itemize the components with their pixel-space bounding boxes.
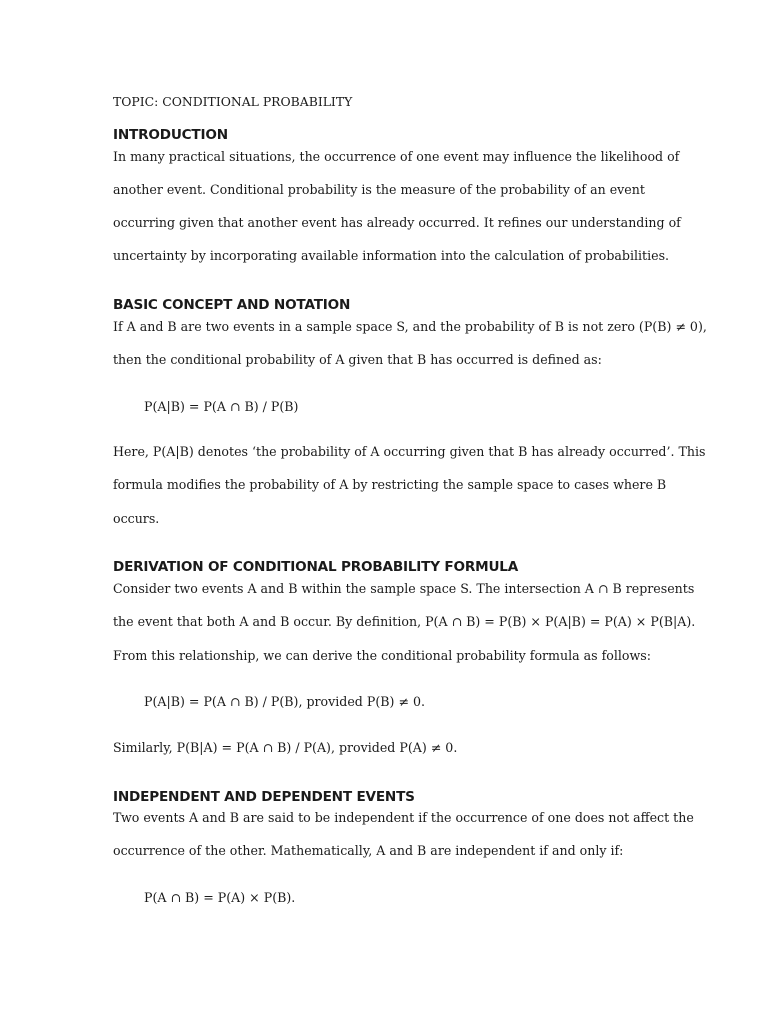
basic-concept-explanation-line: occurs. xyxy=(113,511,160,526)
basic-concept-line: then the conditional probability of A given that B has occurred is defined as: xyxy=(113,352,602,367)
independence-formula: P(A ∩ B) = P(A) × P(B). xyxy=(144,890,296,905)
derivation-line: the event that both A and B occur. By definition, P(A ∩ B) = P(B) × P(A|B) = P(A) × P(B|A). xyxy=(113,614,696,629)
introduction-line: occurring given that another event has already occurred. It refines our understanding of xyxy=(113,215,681,230)
derivation-formula: P(A|B) = P(A ∩ B) / P(B), provided P(B) ≠ 0. xyxy=(144,694,425,709)
independent-events-heading: INDEPENDENT AND DEPENDENT EVENTS xyxy=(113,789,415,805)
basic-concept-explanation-line: formula modifies the probability of A by restricting the sample space to cases where B xyxy=(113,477,667,492)
introduction-line: In many practical situations, the occurrence of one event may influence the likelihood of xyxy=(113,149,680,164)
independent-events-line: Two events A and B are said to be independent if the occurrence of one does not affect the xyxy=(113,810,694,825)
conditional-probability-formula: P(A|B) = P(A ∩ B) / P(B) xyxy=(144,399,299,414)
derivation-heading: DERIVATION OF CONDITIONAL PROBABILITY FORMULA xyxy=(113,559,519,575)
introduction-line: another event. Conditional probability is the measure of the probability of an event xyxy=(113,182,645,197)
derivation-line: Consider two events A and B within the sample space S. The intersection A ∩ B represents xyxy=(113,581,695,596)
independent-events-line: occurrence of the other. Mathematically, A and B are independent if and only if: xyxy=(113,843,624,858)
derivation-line: From this relationship, we can derive the conditional probability formula as follows: xyxy=(113,648,651,663)
topic-line: TOPIC: CONDITIONAL PROBABILITY xyxy=(113,94,353,109)
introduction-line: uncertainty by incorporating available information into the calculation of probabilities. xyxy=(113,248,670,263)
basic-concept-line: If A and B are two events in a sample space S, and the probability of B is not zero (P(B) ≠ 0), xyxy=(113,319,707,334)
similarly-line: Similarly, P(B|A) = P(A ∩ B) / P(A), provided P(A) ≠ 0. xyxy=(113,740,458,755)
introduction-heading: INTRODUCTION xyxy=(113,127,228,143)
basic-concept-explanation-line: Here, P(A|B) denotes ‘the probability of A occurring given that B has already occurred’. This xyxy=(113,444,706,459)
basic-concept-heading: BASIC CONCEPT AND NOTATION xyxy=(113,297,351,313)
